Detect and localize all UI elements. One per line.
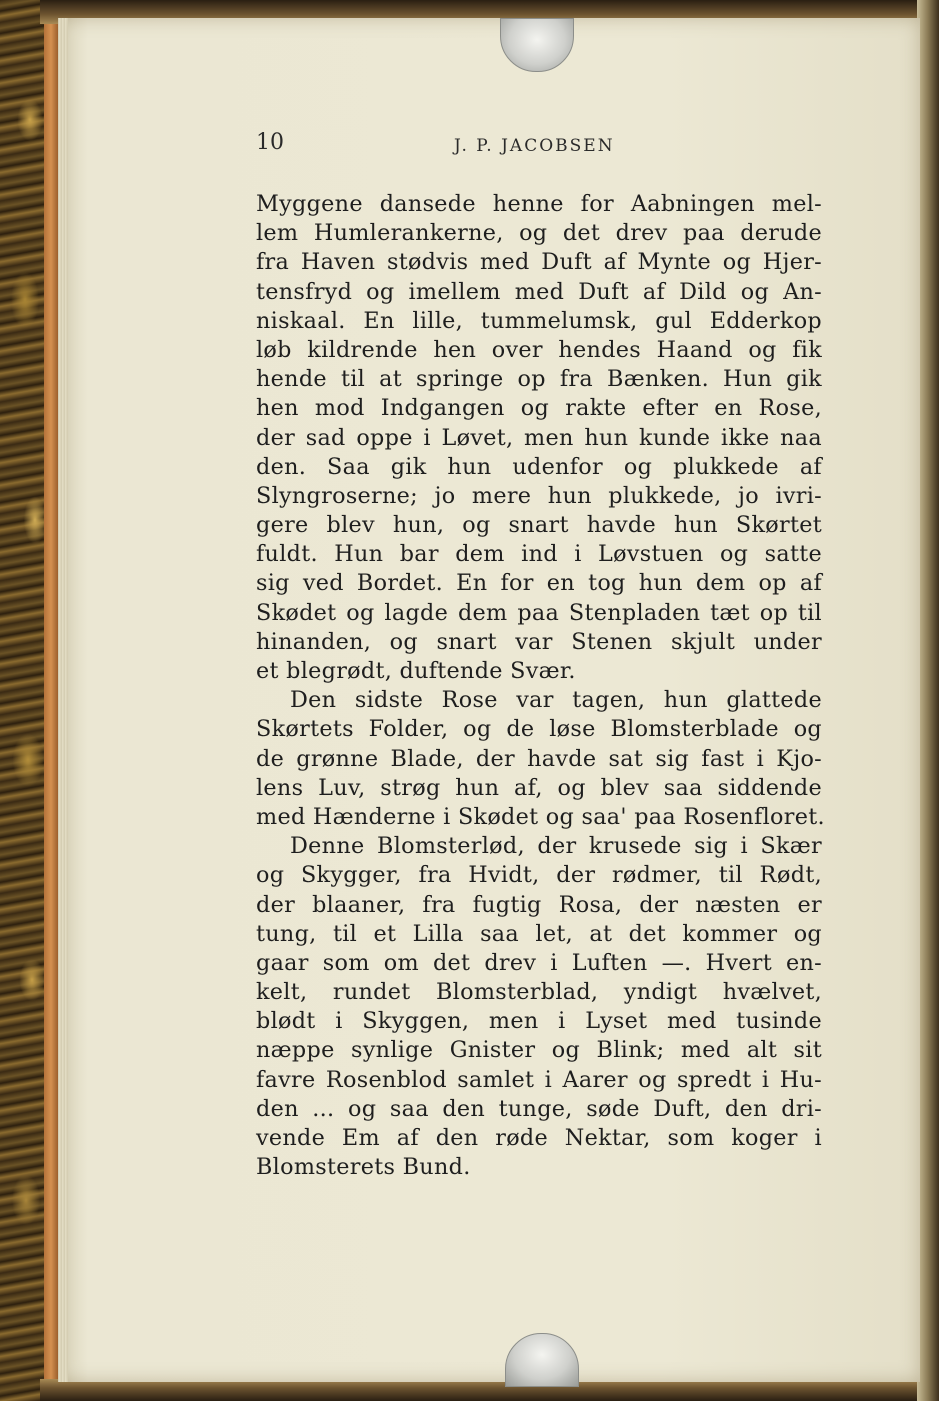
text-line: niskaal. En lille, tummelumsk, gul Edderkop [256,307,822,334]
page-stack-edge [58,18,68,1382]
text-line: gere blev hun, og snart havde hun Skørtet [256,512,822,539]
text-line: hende til at springe op fra Bænken. Hun gik [256,366,822,393]
text-line: Myggene dansede henne for Aabningen mel- [256,191,822,217]
text-line: den ... og saa den tunge, søde Duft, den dri- [256,1095,822,1122]
body-text [256,190,825,1182]
text-line: og Skygger, fra Hvidt, der rødmer, til Rødt, [256,862,822,889]
text-line: Skørtets Folder, og de løse Blomsterblade og [256,716,822,743]
text-line: favre Rosenblod samlet i Aarer og spredt i Hu- [256,1066,822,1093]
page-number: 10 [256,130,284,155]
text-line: tung, til et Lilla saa let, at det kommer og [256,920,822,947]
text-line: sig ved Bordet. En for en tog hun dem op af [256,570,822,597]
text-line: Skødet og lagde dem paa Stenpladen tæt op til [256,599,822,626]
text-line: et blegrødt, duftende Svær. [256,658,576,684]
text-line: Slyngroserne; jo mere hun plukkede, jo ivri- [256,482,822,509]
text-line: tensfryd og imellem med Duft af Dild og An- [256,278,822,305]
text-line: næppe synlige Gnister og Blink; med alt sit [256,1037,822,1064]
text-line: fuldt. Hun bar dem ind i Løvstuen og satte [256,541,822,568]
text-line: gaar som om det drev i Luften —. Hvert en- [256,949,822,976]
book-bottom-edge [40,1379,939,1401]
text-line: lens Luv, strøg hun af, og blev saa siddende [256,774,822,801]
page-header [256,130,822,166]
text-line: der blaaner, fra fugtig Rosa, der næsten er [256,891,822,918]
text-line: fra Haven stødvis med Duft af Mynte og Hjer- [256,249,822,276]
text-line: Denne Blomsterlød, der krusede sig i Skær [290,833,822,860]
text-line: løb kildrende hen over hendes Haand og fik [256,336,822,363]
text-line: der sad oppe i Løvet, men hun kunde ikke naa [256,424,822,451]
text-line: blødt i Skyggen, men i Lyset med tusinde [256,1008,822,1035]
text-line: Blomsterets Bund. [256,1154,471,1181]
text-line: hen mod Indgangen og rakte efter en Rose, [256,395,822,422]
text-line: Den sidste Rose var tagen, hun glattede [290,687,822,714]
text-line: kelt, rundet Blomsterblad, yndigt hvælvet, [256,979,822,1006]
text-line: den. Saa gik hun udenfor og plukkede af [256,453,822,480]
text-line: vende Em af den røde Nektar, som koger i [256,1125,822,1151]
text-line: de grønne Blade, der havde sat sig fast i Kjo- [256,745,822,772]
text-line: lem Humlerankerne, og det drev paa derude [256,220,822,247]
text-line: hinanden, og snart var Stenen skjult under [256,628,822,655]
book-right-edge [917,0,939,1401]
running-head: J. P. JACOBSEN [454,136,615,156]
book-spine-edge [44,0,58,1401]
text-line: med Hænderne i Skødet og saa' paa Rosenfloret. [256,803,825,830]
